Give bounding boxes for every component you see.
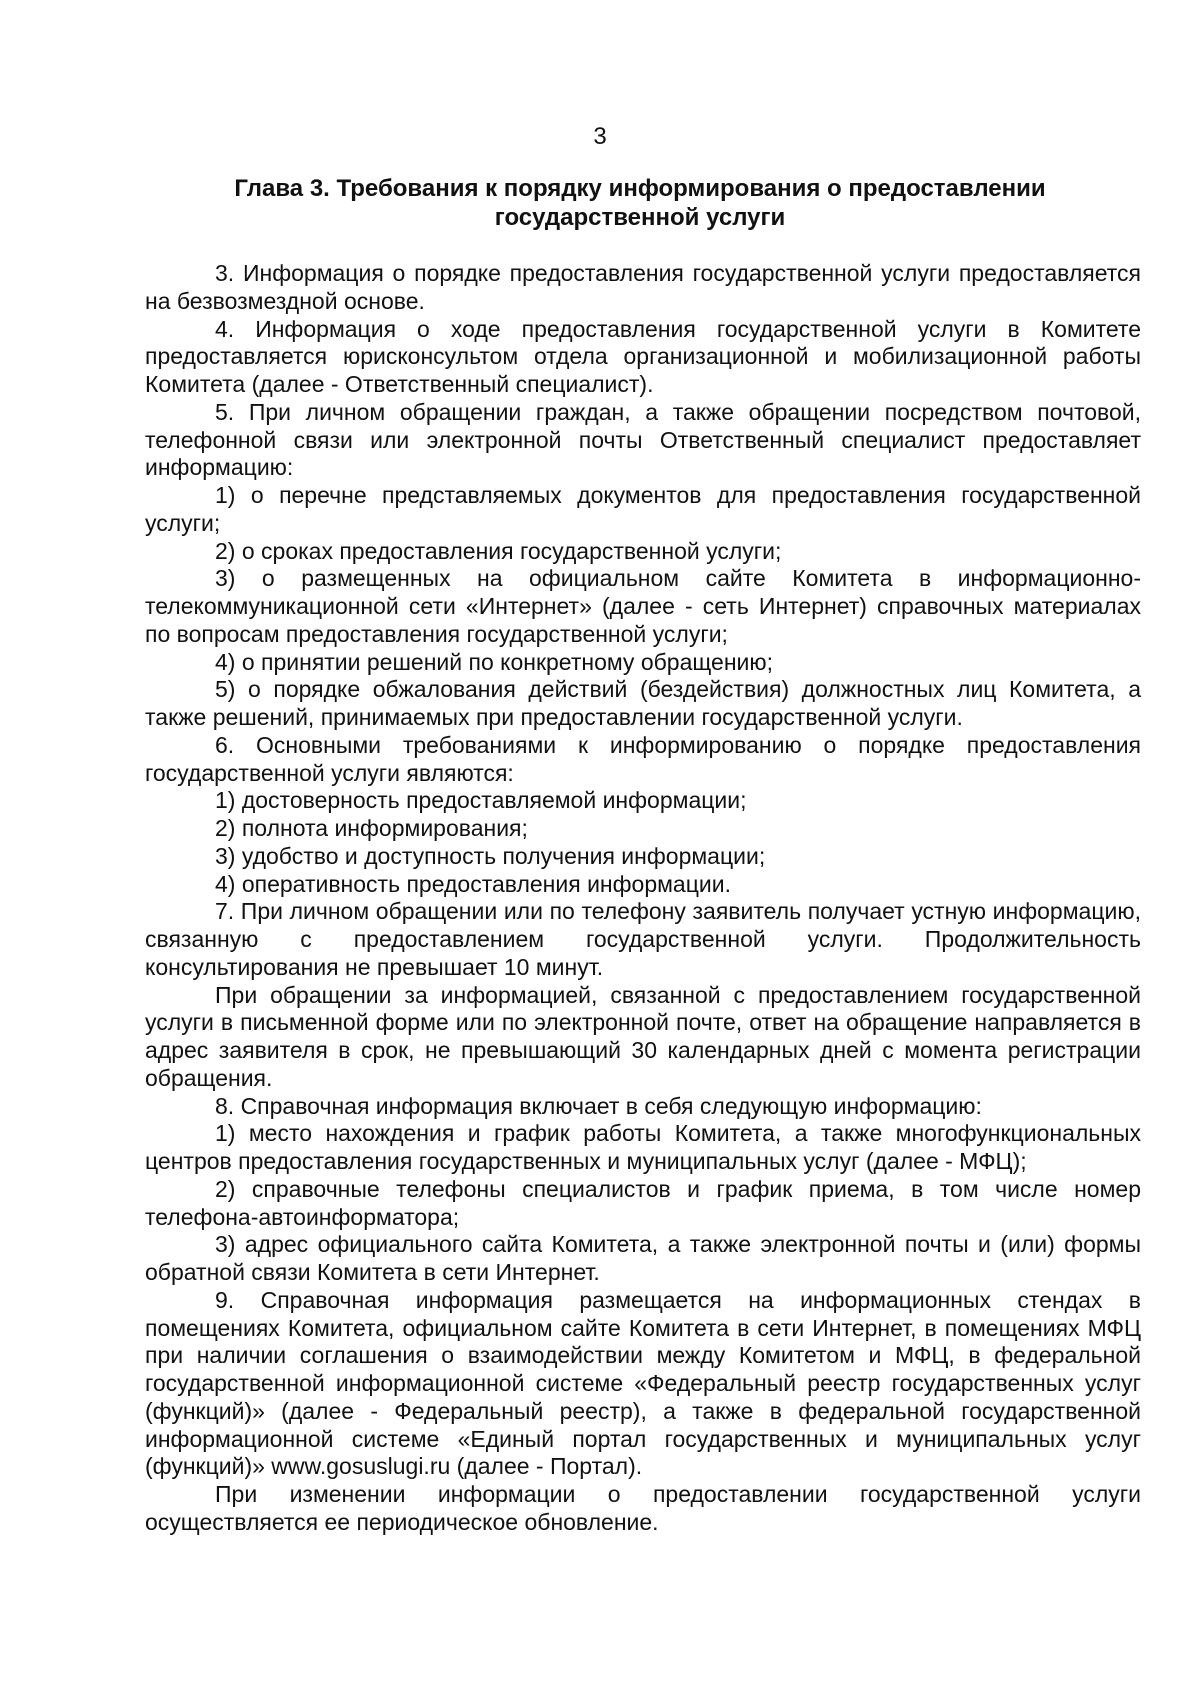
list-item: 3) о размещенных на официальном сайте Комитета в информационно-телекоммуникационной сети «Интернет» (далее - сеть Интернет) справочных материалах по вопросам предоставления государственной услуги;: [145, 565, 1141, 647]
paragraph: 6. Основными требованиями к информированию о порядке предоставления государственной услуги являются:: [145, 731, 1141, 786]
list-item: 3) адрес официального сайта Комитета, а также электронной почты и (или) формы обратной связи Комитета в сети Интернет.: [145, 1231, 1141, 1285]
list-item: 1) место нахождения и график работы Комитета, а также многофункциональных центров предоставления государственных и муниципальных услуг (далее - МФЦ);: [145, 1120, 1141, 1174]
list-item: 2) полнота информирования;: [215, 815, 528, 841]
list-item: 1) о перечне представляемых документов для предоставления государственной услуги;: [145, 482, 1141, 536]
chapter-title-line-1: Глава 3. Требования к порядку информирования о предоставлении: [234, 175, 1046, 202]
paragraph: 3. Информация о порядке предоставления государственной услуги предоставляется на безвозмездной основе.: [145, 260, 1141, 314]
list-item: 4) о принятии решений по конкретному обращению;: [215, 648, 774, 675]
list-item: 1) достоверность предоставляемой информации;: [215, 787, 747, 814]
list-item: 2) о сроках предоставления государственной услуги;: [215, 537, 782, 564]
page-number: 3: [593, 123, 607, 150]
document-body: [145, 260, 1141, 1537]
chapter-title: [200, 174, 1080, 232]
paragraph: При обращении за информацией, связанной с предоставлением государственной услуги в письменной форме или по электронной почте, ответ на обращение направляется в адрес заявителя в срок, не превышающий 30 календарных дней с момента регистрации обращения.: [145, 981, 1141, 1091]
list-item: 3) удобство и доступность получения информации;: [215, 842, 766, 869]
list-item: 2) справочные телефоны специалистов и график приема, в том числе номер телефона-автоинформатора;: [145, 1175, 1141, 1230]
list-item: 4) оперативность предоставления информации.: [215, 870, 731, 897]
chapter-title-line-2: государственной услуги: [494, 204, 786, 231]
paragraph: 5. При личном обращении граждан, а также обращении посредством почтовой, телефонной связи или электронной почты Ответственный специалист предоставляет информацию:: [145, 398, 1141, 481]
paragraph: 9. Справочная информация размещается на информационных стендах в помещениях Комитета, официальном сайте Комитета в сети Интернет, в помещениях МФЦ при наличии соглашения о взаимодействии между Комитетом и МФЦ, в федеральной государственной информационной системе «Федеральный реестр государственных услуг (функций)» (далее - Федеральный реестр), а также в федеральной государственной информационной системе «Единый портал государственных и муниципальных услуг (функций)» www.gosuslugi.ru (далее - Портал).: [145, 1286, 1141, 1480]
list-item: 5) о порядке обжалования действий (бездействия) должностных лиц Комитета, а также решений, принимаемых при предоставлении государственной услуги.: [145, 676, 1141, 730]
paragraph: 4. Информация о ходе предоставления государственной услуги в Комитете предоставляется юрисконсультом отдела организационной и мобилизационной работы Комитета (далее - Ответственный специалист).: [145, 315, 1141, 397]
paragraph: При изменении информации о предоставлении государственной услуги осуществляется ее периодическое обновление.: [145, 1481, 1141, 1535]
paragraph: 8. Справочная информация включает в себя следующую информацию:: [215, 1092, 982, 1119]
paragraph: 7. При личном обращении или по телефону заявитель получает устную информацию, связанную с предоставлением государственной услуги. Продолжительность консультирования не превышает 10 минут.: [145, 898, 1141, 980]
